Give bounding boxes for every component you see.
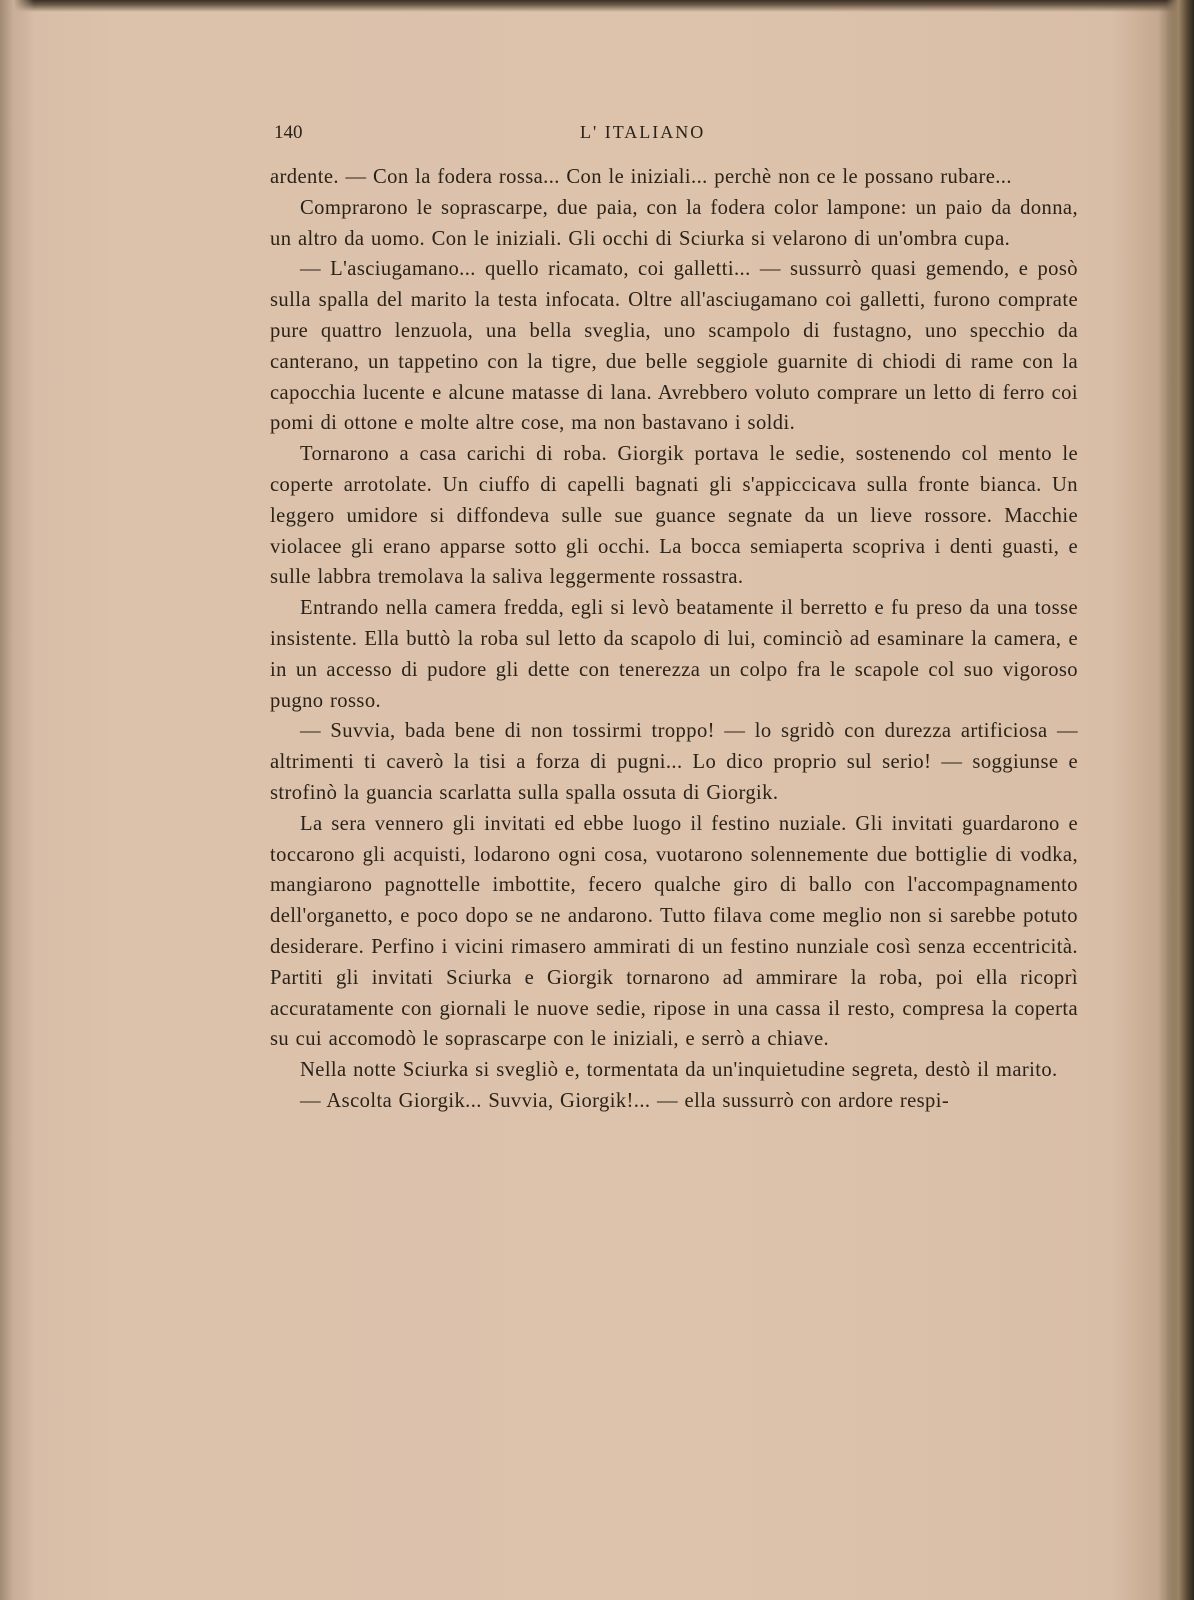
paragraph: — Suvvia, bada bene di non tossirmi troppo! — lo sgridò con durezza artificiosa — altrimenti ti caverò la tisi a forza di pugni... Lo dico proprio sul serio! — soggiunse e strofinò la guancia scarlatta sulla spalla ossuta di Giorgik. (270, 720, 1078, 804)
paragraph: Entrando nella camera fredda, egli si levò beatamente il berretto e fu preso da una tosse insistente. Ella buttò la roba sul letto da scapolo di lui, cominciò ad esaminare la camera, e in un accesso di pudore gli dette con tenerezza un colpo fra le scapole col suo vigoroso pugno rosso. (270, 597, 1078, 712)
paragraph: Comprarono le soprascarpe, due paia, con la fodera color lampone: un paio da donna, un altro da uomo. Con le iniziali. Gli occhi di Sciurka si velarono di un'ombra cupa. (270, 196, 1078, 250)
paragraph: — L'asciugamano... quello ricamato, coi galletti... — sussurrò quasi gemendo, e posò sulla spalla del marito la testa infocata. Oltre all'asciugamano coi galletti, furono comprate pure quattro lenzuola, una bella sveglia, uno scampolo di fustagno, uno specchio da canterano, un tappetino con la tigre, due belle seggiole guarnite di chiodi di rame con la capocchia lucente e alcune matasse di lana. Avrebbero voluto comprare un letto di ferro coi pomi di ottone e molte altre cose, ma non bastavano i soldi. (270, 258, 1078, 435)
paragraph: — Ascolta Giorgik... Suvvia, Giorgik!... — ella sussurrò con ardore respi- (300, 1089, 950, 1112)
page-number: 140 (274, 122, 303, 143)
paragraph: Tornarono a casa carichi di roba. Giorgik portava le sedie, sostenendo col mento le coperte arrotolate. Un ciuffo di capelli bagnati gli s'appiccicava sulla fronte bianca. Un leggero umidore si diffondeva sulle sue guance segnate da un lieve rossore. Macchie violacee gli erano apparse sotto gli occhi. La bocca semiaperta scopriva i denti guasti, e sulle labbra tremolava la saliva leggermente rossastra. (270, 443, 1078, 589)
paragraph: Nella notte Sciurka si svegliò e, tormentata da un'inquietudine segreta, destò il marito. (300, 1059, 1058, 1082)
page-gutter-edge (1166, 0, 1194, 1600)
running-header (274, 122, 1074, 150)
paragraph: La sera vennero gli invitati ed ebbe luogo il festino nuziale. Gli invitati guardarono e toccarono gli acquisti, lodarono ogni cosa, vuotarono solennemente due bottiglie di vodka, mangiarono pagnottelle imbottite, fecero qualche giro di ballo con l'accompagnamento dell'organetto, e poco dopo se ne andarono. Tutto filava come meglio non si sarebbe potuto desiderare. Perfino i vicini rimasero ammirati di un festino nunziale così senza eccentricità. Partiti gli invitati Sciurka e Giorgik tornarono ad ammirare la roba, poi ella ricoprì accuratamente con giornali le nuove sedie, ripose in una cassa il resto, compresa la coperta su cui accomodò le soprascarpe con le iniziali, e serrò a chiave. (270, 812, 1078, 1051)
paragraph: ardente. — Con la fodera rossa... Con le iniziali... perchè non ce le possano rubare... (270, 166, 1012, 188)
top-shadow (0, 0, 1194, 12)
page-left-edge (0, 0, 34, 1600)
running-title: L' ITALIANO (580, 122, 706, 142)
body-text (270, 162, 1078, 1117)
